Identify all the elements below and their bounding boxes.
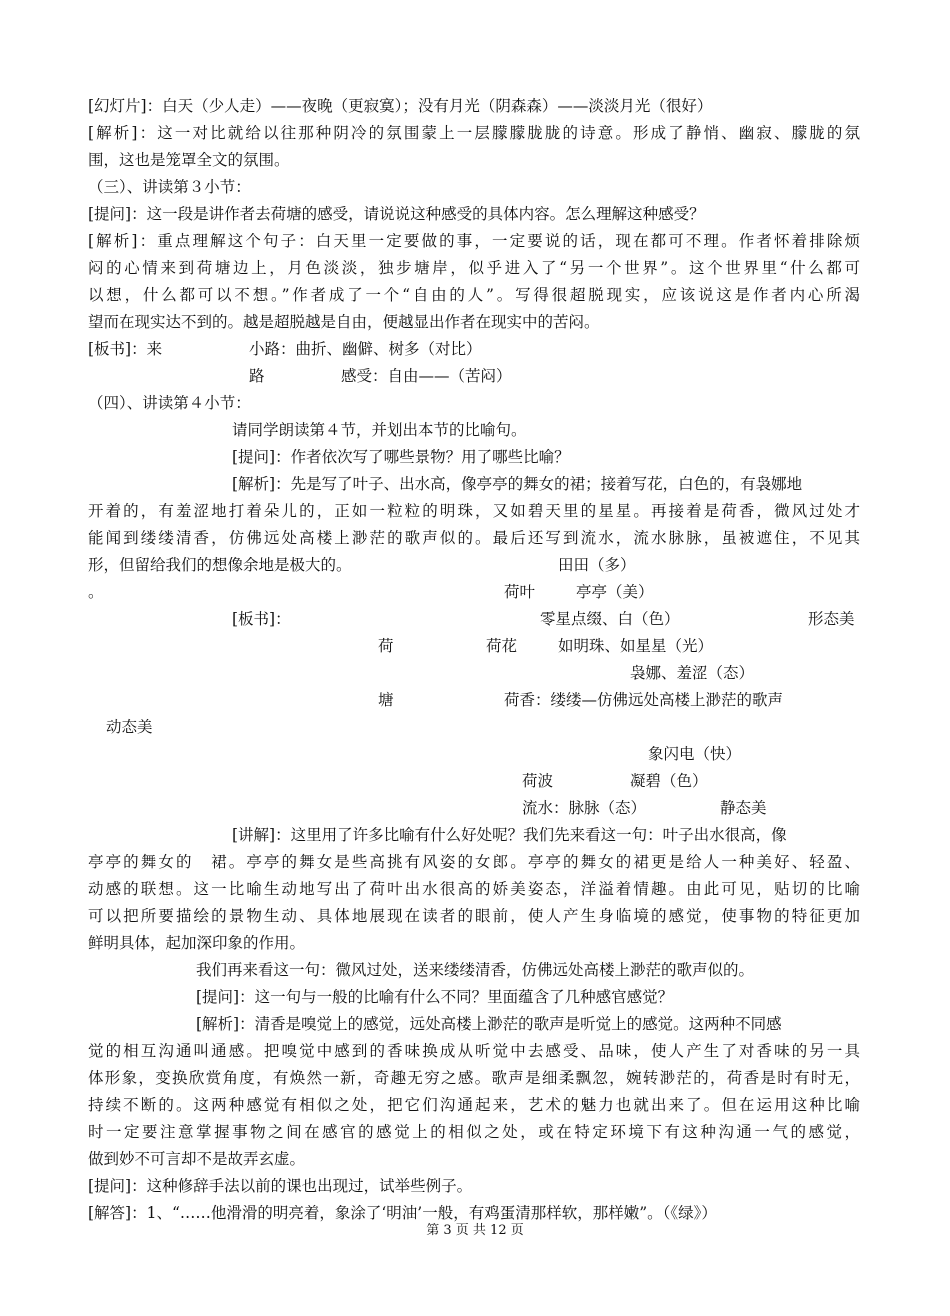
text-line: 静态美 [720,799,767,817]
text-line: 鲜明具体，起加深印象的作用。 [88,934,306,952]
text-line: 荷波 [522,772,554,790]
text-line: 闷的心情来到荷塘边上，月色淡淡，独步塘岸，似乎进入了“另一个世界”。这个世界里“什么都可 [88,259,860,277]
text-line: [板书]： [232,610,291,628]
text-line: 请同学朗读第４节，并划出本节的比喻句。 [232,421,527,439]
text-line: 流水：脉脉（态） [522,799,647,817]
page-footer: 第 3 页 共 12 页 [426,1223,524,1238]
text-line: 象闪电（快） [648,745,742,763]
text-line: 亭亭（美） [576,583,654,601]
text-line: 能闻到缕缕清香，仿佛远处高楼上渺茫的歌声似的。最后还写到流水，流水脉脉，虽被遮住，不见其 [88,529,860,547]
text-line: 我们再来看这一句：微风过处，送来缕缕清香，仿佛远处高楼上渺茫的歌声似的。 [196,961,755,979]
text-line: 凝碧（色） [630,772,708,790]
text-line: 荷叶 [504,583,536,601]
text-line: 荷香：缕缕—仿佛远处高楼上渺茫的歌声 [504,691,784,709]
text-line: 荷花 [486,637,518,655]
text-line: 望而在现实达不到的。越是超脱越是自由，便越显出作者在现实中的苦闷。 [88,313,600,331]
text-line: 如明珠、如星星（光） [558,637,714,655]
text-line: [提问]：作者依次写了哪些景物？用了哪些比喻？ [232,448,570,466]
text-line: [提问]：这种修辞手法以前的课也出现过，试举些例子。 [88,1177,473,1195]
text-line: [解析]：清香是嗅觉上的感觉，远处高楼上渺茫的歌声是听觉上的感觉。这两种不同感 [196,1015,782,1033]
text-line: 袅娜、羞涩（态） [630,664,755,682]
text-line: 。 [88,583,104,601]
text-line: 觉的相互沟通叫通感。把嗅觉中感到的香味换成从听觉中去感受、品味，使人产生了对香味的另一具 [88,1042,860,1060]
text-line: [解析]：先是写了叶子、出水高，像亭亭的舞女的裙；接着写花，白色的，有袅娜地 [232,475,803,493]
text-line: [解析]：重点理解这个句子：白天里一定要做的事，一定要说的话，现在都可不理。作者怀着排除烦 [88,232,860,250]
text-line: 形，但留给我们的想像余地是极大的。 [88,556,352,574]
text-line: 做到妙不可言却不是故弄玄虚。 [88,1150,306,1168]
text-line: 持续不断的。这两种感觉有相似之处，把它们沟通起来，艺术的魅力也就出来了。但在运用这种比喻 [88,1096,860,1114]
text-line: 田田（多） [558,556,636,574]
text-line: 动态美 [106,718,153,736]
text-line: [幻灯片]：白天（少人走）——夜晚（更寂寞）；没有月光（阴森森）——淡淡月光（很好） [88,97,713,115]
text-line: 开着的，有羞涩地打着朵儿的，正如一粒粒的明珠，又如碧天里的星星。再接着是荷香，微风过处才 [88,502,860,520]
text-line: 塘 [378,691,394,709]
text-line: [解析]：这一对比就给以往那种阴冷的氛围蒙上一层朦朦胧胧的诗意。形成了静悄、幽寂、朦胧的氛 [88,124,860,142]
text-line: 荷 [378,637,394,655]
text-line: 小路：曲折、幽僻、树多（对比） [249,340,482,358]
text-line: （四）、讲读第４小节： [88,394,251,412]
text-line: 形态美 [808,610,855,628]
text-line: 动感的联想。这一比喻生动地写出了荷叶出水很高的娇美姿态，洋溢着情趣。由此可见，贴切的比喻 [88,880,860,898]
text-line: [解答]：1、“……他滑滑的明亮着，象涂了‘明油’一般，有鸡蛋清那样软，那样嫩”。（《绿》） [88,1204,717,1222]
text-line: 可以把所要描绘的景物生动、具体地展现在读者的眼前，使人产生身临境的感觉，使事物的特征更加 [88,907,860,925]
text-line: （三）、讲读第３小节： [88,178,251,196]
text-line: 路 [249,367,265,385]
text-line: [讲解]：这里用了许多比喻有什么好处呢？我们先来看这一句：叶子出水很高，像 [232,826,787,844]
text-line: [板书]：来 [88,340,163,358]
text-line: 围，这也是笼罩全文的氛围。 [88,151,290,169]
text-line: 感受：自由——（苦闷） [341,367,512,385]
text-line: 以想，什么都可以不想。”作者成了一个“自由的人”。写得很超脱现实，应该说这是作者内心所渴 [88,286,860,304]
text-line: [提问]：这一段是讲作者去荷塘的感受，请说说这种感受的具体内容。怎么理解这种感受？ [88,205,705,223]
text-line: [提问]：这一句与一般的比喻有什么不同？里面蕴含了几种感官感觉？ [196,988,674,1006]
text-line: 体形象，变换欣赏角度，有焕然一新，奇趣无穷之感。歌声是细柔飘忽，婉转渺茫的，荷香是时有时无， [88,1069,860,1087]
text-line: 亭亭的舞女的 裙。亭亭的舞女是些高挑有风姿的女郎。亭亭的舞女的裙更是给人一种美好、轻盈、 [88,853,860,871]
text-line: 零星点缀、白（色） [540,610,680,628]
text-line: 时一定要注意掌握事物之间在感官的感觉上的相似之处，或在特定环境下有这种沟通一气的感觉， [88,1123,860,1141]
